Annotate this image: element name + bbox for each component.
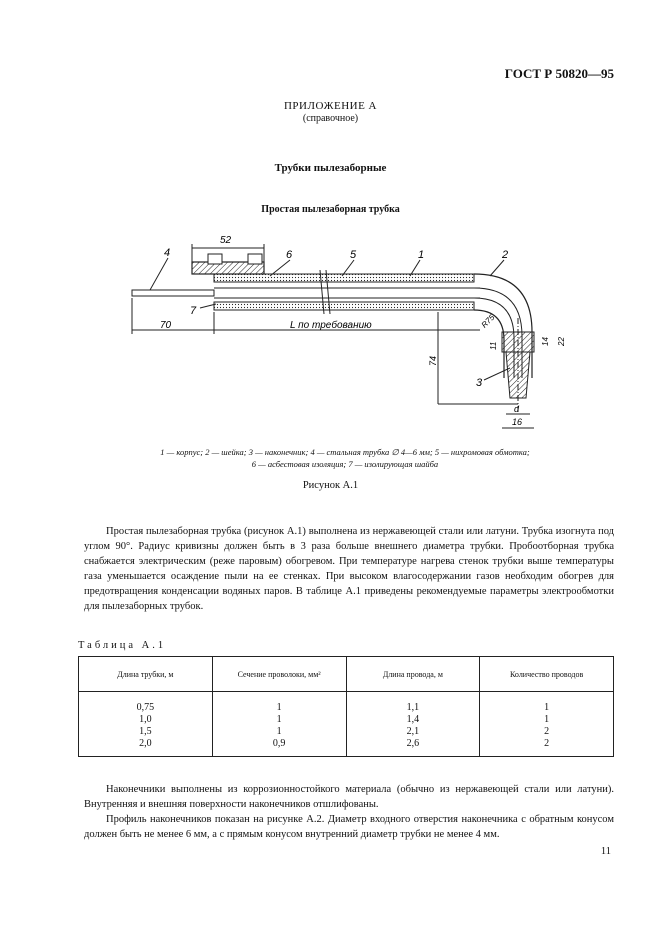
table-cell: 1,1 (406, 702, 420, 713)
table-label: Таблица А.1 (78, 640, 167, 651)
header-cell: Количество проводов (480, 657, 614, 692)
dim-r75: R75 (479, 312, 497, 330)
standard-header: ГОСТ Р 50820—95 (504, 66, 614, 81)
washer (248, 254, 262, 264)
header-cell: Длина провода, м (346, 657, 480, 692)
dim-length: L по требованию (290, 320, 372, 331)
washer (208, 254, 222, 264)
callout-7: 7 (190, 305, 197, 317)
table-cell: 1,4 (406, 714, 420, 725)
dim-d: d (514, 404, 520, 414)
header-cell: Длина трубки, м (79, 657, 213, 692)
callout-2: 2 (502, 249, 509, 261)
table-column (480, 692, 614, 757)
legend-line-2: 6 — асбестовая изоляция; 7 — изолирующая шайба (251, 459, 439, 469)
figure-title: Простая пылезаборная трубка (261, 204, 400, 215)
table-cell: 1 (276, 726, 282, 737)
table-cell: 1,0 (139, 714, 152, 725)
table-column (79, 692, 213, 757)
table-column (346, 692, 480, 757)
table-cell: 1 (276, 702, 282, 713)
table-cell: 1 (544, 702, 550, 713)
body-lower-wall (214, 302, 474, 310)
dim-74: 74 (428, 355, 438, 366)
dim-52: 52 (220, 235, 232, 246)
figure-caption: Рисунок А.1 (302, 480, 359, 491)
table-cell: 1,5 (139, 726, 152, 737)
table-cell: 2,1 (406, 726, 420, 737)
table-cell: 2 (544, 738, 550, 749)
dim-14: 14 (541, 337, 550, 346)
figure-legend (90, 446, 600, 470)
callout-leader (484, 368, 510, 380)
table-cell: 1 (276, 714, 282, 725)
data-table (78, 656, 614, 757)
callout-4: 4 (164, 247, 171, 259)
legend-line-1: 1 — корпус; 2 — шейка; 3 — наконечник; 4 — стальная трубка ∅ 4—6 мм; 5 — нихромовая обмотка; (160, 447, 530, 457)
dim-16: 16 (512, 417, 523, 427)
callout-leader (150, 258, 168, 290)
callout-leader (490, 260, 504, 276)
paragraph-2: Наконечники выполнены из коррозионностойкого материала (обычно из нержавеющей стали или латуни). Внутренняя и внешняя поверхности наконечников отшлифованы. (84, 784, 614, 810)
callout-3: 3 (476, 377, 483, 389)
table-column (212, 692, 346, 757)
paragraph-1: Простая пылезаборная трубка (рисунок А.1) выполнена из нержавеющей стали или латуни. Трубка изогнута под углом 90°. Радиус кривизны должен быть в 3 раза больше внешнего диаметра трубки. Пробоотборная трубка снабжается электрическим (реже паровым) обогревом. При температуре нагрева стенок трубки выше температуры газа уменьшается осаждение пыли на ее стенках. При высоком влагосодержании газов необходим обогрев для предотвращения конденсации водяных паров. В таблице А.1 приведены рекомендуемые параметры электрообмотки для пылезаборных трубок. (84, 526, 614, 612)
paragraph-3: Профиль наконечников показан на рисунке А.2. Диаметр входного отверстия наконечника с обратным конусом должен быть не менее 6 мм, а с прямым конусом внутренний диаметр трубки не менее 4 мм. (84, 814, 614, 840)
section-title: Трубки пылезаборные (274, 162, 387, 174)
dim-22: 22 (557, 337, 566, 346)
table-cell: 2 (544, 726, 550, 737)
table-header-row (79, 657, 614, 692)
appendix-subtitle: (справочное) (302, 113, 359, 124)
callout-5: 5 (350, 249, 357, 261)
steel-tube (132, 290, 214, 296)
appendix-title: ПРИЛОЖЕНИЕ А (283, 100, 377, 112)
callout-1: 1 (418, 249, 425, 261)
page-number: 11 (600, 846, 611, 857)
tube-drawing (120, 228, 570, 438)
header-cell: Сечение проволоки, мм² (212, 657, 346, 692)
table-cell: 0,75 (136, 702, 155, 713)
callout-6: 6 (286, 249, 293, 261)
dim-11: 11 (489, 341, 498, 350)
dim-70: 70 (160, 320, 172, 331)
body-upper-wall (214, 274, 474, 282)
table-cell: 0,9 (272, 738, 286, 749)
table-row (79, 692, 614, 757)
table-cell: 2,0 (139, 738, 152, 749)
table-cell: 2,6 (406, 738, 420, 749)
table-cell: 1 (544, 714, 550, 725)
